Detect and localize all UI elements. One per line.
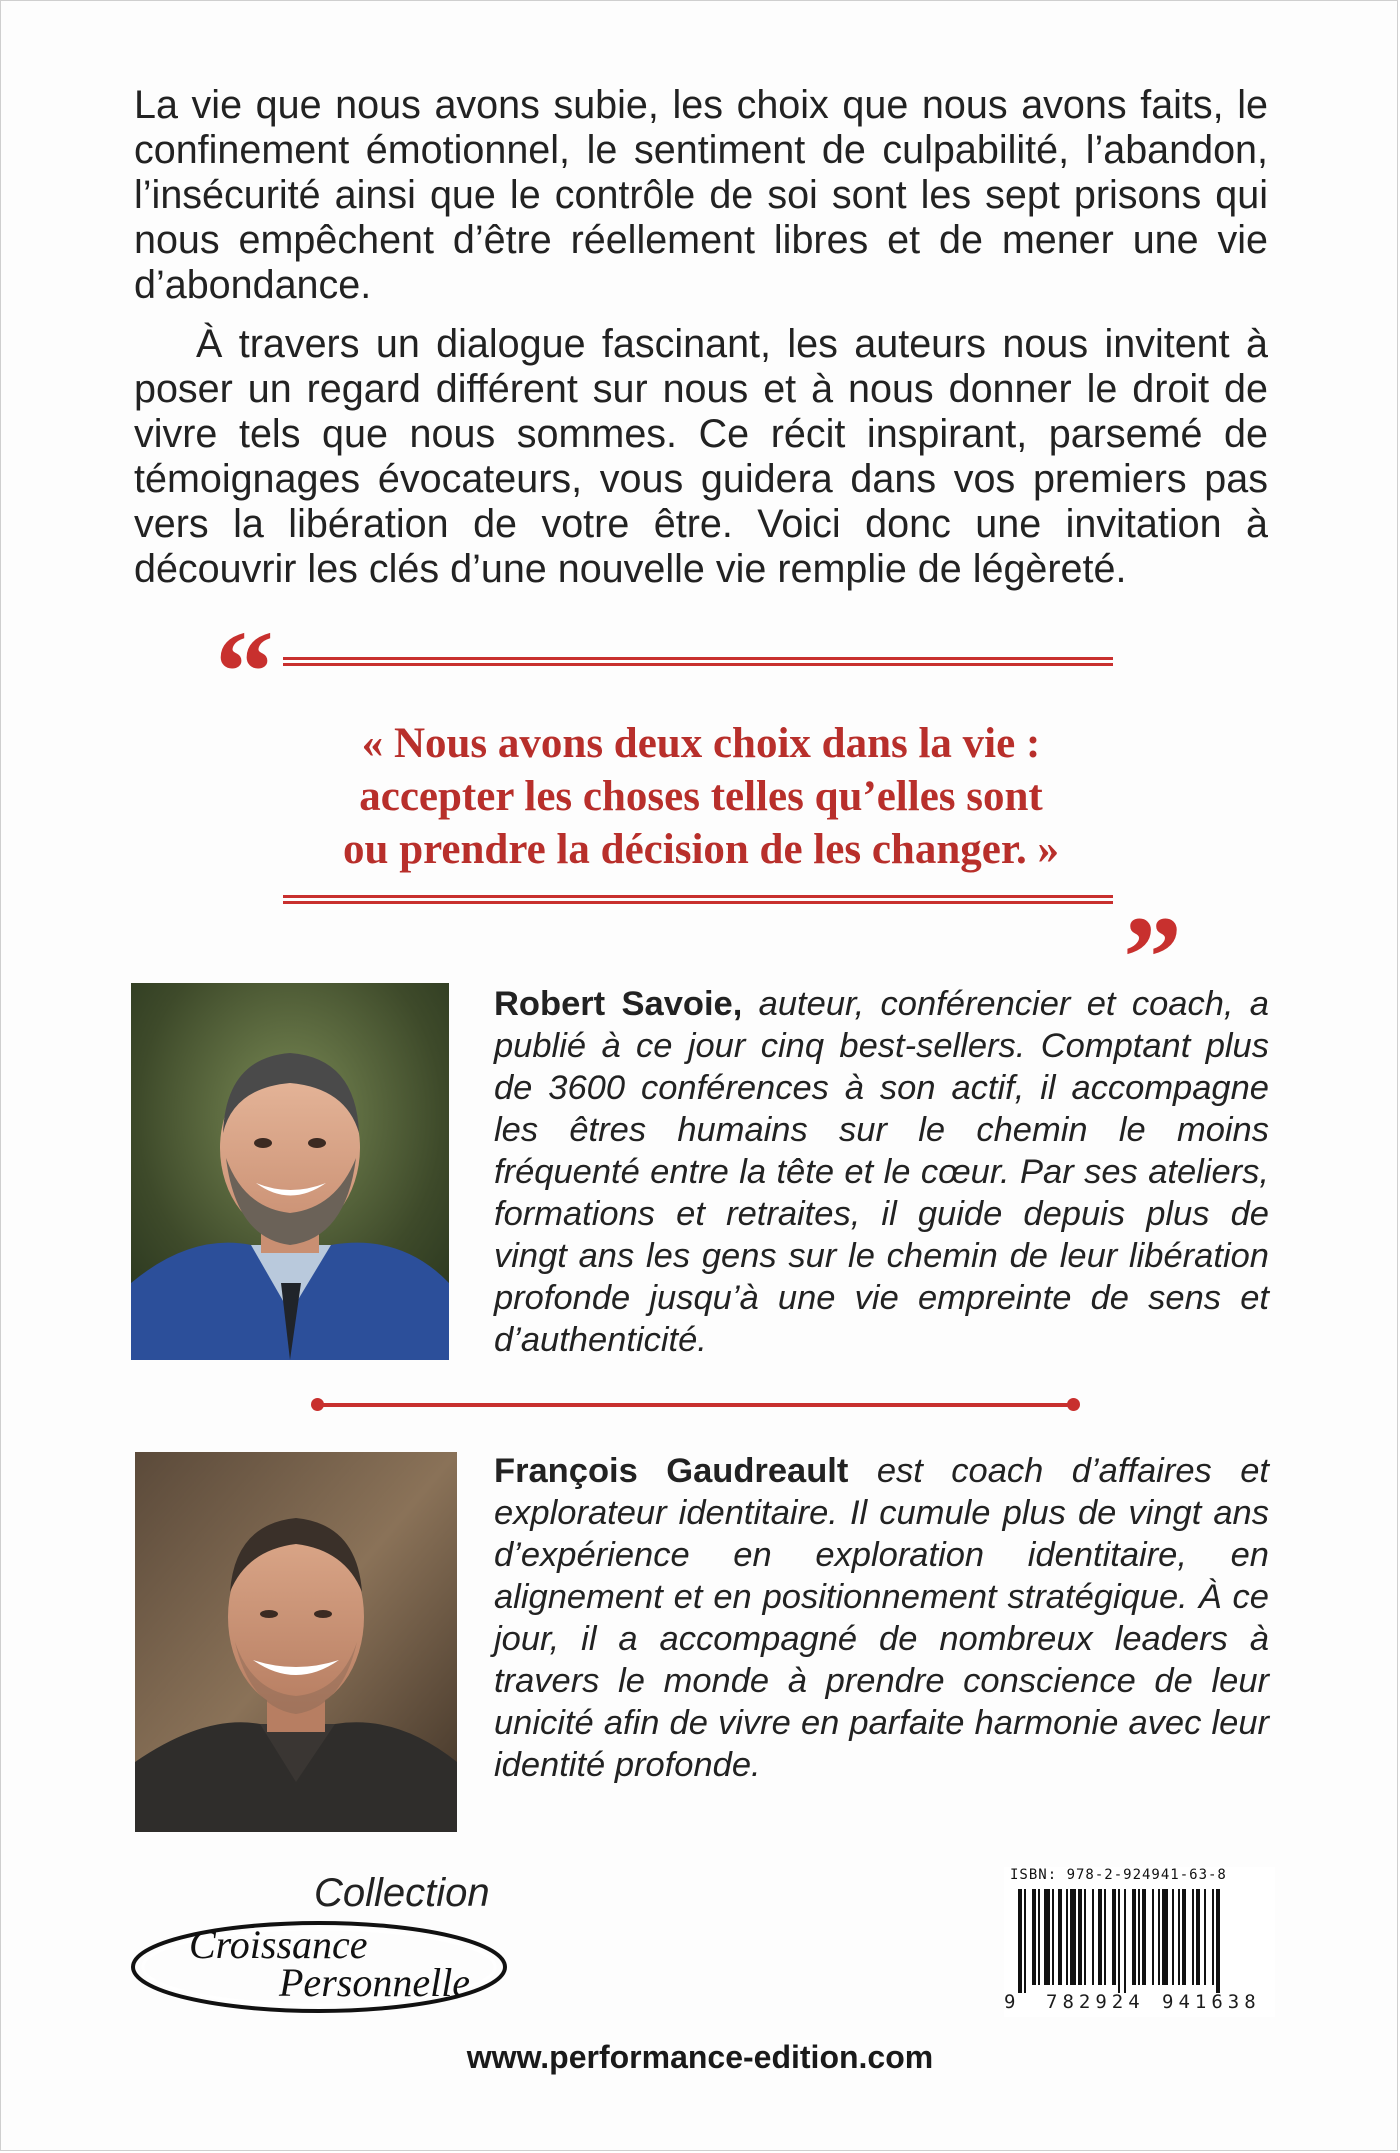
barcode-bar [1172, 1889, 1174, 1985]
quote-line-1: « Nous avons deux choix dans la vie : [361, 720, 1041, 767]
collection-logo [129, 1867, 509, 2017]
open-quote-icon: “ [215, 606, 274, 737]
author-divider [317, 1403, 1074, 1407]
barcode-bar [1118, 1889, 1120, 1993]
barcode-bar [1038, 1889, 1040, 1985]
barcode-bar [1158, 1889, 1160, 1985]
author-description: auteur, conférencier et coach, a publié à ce jour cinq best-sellers. Comptant plus de 3600 conférences à son actif, il accompagne les êtres humains sur le chemin le moins fréquenté entre la tête et le cœur. Par ses ateliers, formations et retraites, il guide depuis plus de vingt ans les gens sur le chemin de leur libération profonde jusqu’à une vie empreinte de sens et d’authenticité. [494, 985, 1269, 1359]
logo-line-1: Croissance [189, 1922, 368, 1967]
intro-paragraph-1: La vie que nous avons subie, les choix que nous avons faits, le confinement émotionnel, le sentiment de culpabilité, l’abandon, l’insécurité ainsi que le contrôle de soi sont les sept prisons qui nous empêchent d’être réellement libres et de mener une vie d’abondance. [134, 83, 1268, 307]
barcode-bar [1084, 1889, 1086, 1985]
barcode-bar [1212, 1889, 1214, 1985]
quote-top-rule [283, 657, 1113, 666]
quote-bottom-rule [283, 895, 1113, 904]
barcode-bar [1018, 1889, 1022, 1993]
quote-line-2: accepter les choses telles qu’elles sont [359, 773, 1043, 820]
pull-quote [201, 717, 1201, 876]
barcode-bar [1182, 1889, 1186, 1985]
quote-line-3: ou prendre la décision de les changer. » [343, 826, 1059, 873]
barcode-bar [1112, 1889, 1116, 1985]
publisher-website: www.performance-edition.com [466, 2039, 934, 2075]
barcode-bars [1004, 1889, 1275, 1993]
barcode-bar [1044, 1889, 1050, 1985]
author-photo-francois-gaudreault [135, 1452, 457, 1832]
isbn-barcode [1004, 1867, 1275, 2017]
barcode-digit-first: 9 [1004, 1991, 1016, 2013]
barcode-bar [1142, 1889, 1146, 1985]
barcode-bar [1216, 1889, 1220, 1993]
barcode-bar [1192, 1889, 1194, 1985]
barcode-bar [1204, 1889, 1206, 1985]
author-bio-robert-savoie [494, 983, 1269, 1361]
barcode-bar [1070, 1889, 1076, 1985]
isbn-label: ISBN: 978-2-924941-63-8 [1010, 1867, 1227, 1883]
barcode-digits-right: 941638 [1162, 1991, 1261, 2013]
author-bio-francois-gaudreault [494, 1450, 1269, 1786]
barcode-bar [1032, 1889, 1036, 1985]
author-photo-robert-savoie [131, 983, 449, 1360]
author-name: Robert Savoie, [494, 985, 743, 1023]
barcode-bar [1138, 1889, 1140, 1985]
barcode-bar [1196, 1889, 1200, 1985]
barcode-bar [1052, 1889, 1054, 1985]
author-description: est coach d’affaires et explorateur identitaire. Il cumule plus de vingt ans d’expérience en exploration identitaire, en alignement et en positionnement stratégique. À ce jour, il a accompagné de nombreux leaders à travers le monde à prendre conscience de leur unicité afin de vivre en parfaite harmonie avec leur identité profonde. [494, 1452, 1269, 1784]
barcode-bar [1092, 1889, 1094, 1985]
barcode-bar [1152, 1889, 1154, 1985]
intro-paragraph-2: À travers un dialogue fascinant, les auteurs nous invitent à poser un regard différent sur nous et à nous donner le droit de vivre tels que nous sommes. Ce récit inspirant, parsemé de témoignages évocateurs, vous guidera dans vos premiers pas vers la libération de votre être. Voici donc une invitation à découvrir les clés d’une nouvelle vie remplie de légèreté. [134, 322, 1268, 591]
divider-dot-left [311, 1398, 324, 1411]
barcode-bar [1178, 1889, 1180, 1985]
barcode-bar [1162, 1889, 1168, 1985]
barcode-bar [1132, 1889, 1136, 1985]
barcode-bar [1024, 1889, 1026, 1993]
barcode-bar [1104, 1889, 1106, 1985]
divider-dot-right [1067, 1398, 1080, 1411]
author-name: François Gaudreault [494, 1452, 849, 1490]
barcode-bar [1078, 1889, 1082, 1985]
barcode-bar [1098, 1889, 1102, 1985]
barcode-bar [1066, 1889, 1068, 1985]
intro-text [134, 83, 1268, 592]
barcode-bar [1058, 1889, 1062, 1985]
logo-collection-word: Collection [314, 1871, 490, 1915]
barcode-digits-left: 782924 [1046, 1991, 1145, 2013]
logo-line-2: Personnelle [279, 1960, 471, 2005]
barcode-bar [1124, 1889, 1126, 1993]
close-quote-icon: ” [1123, 892, 1182, 1023]
